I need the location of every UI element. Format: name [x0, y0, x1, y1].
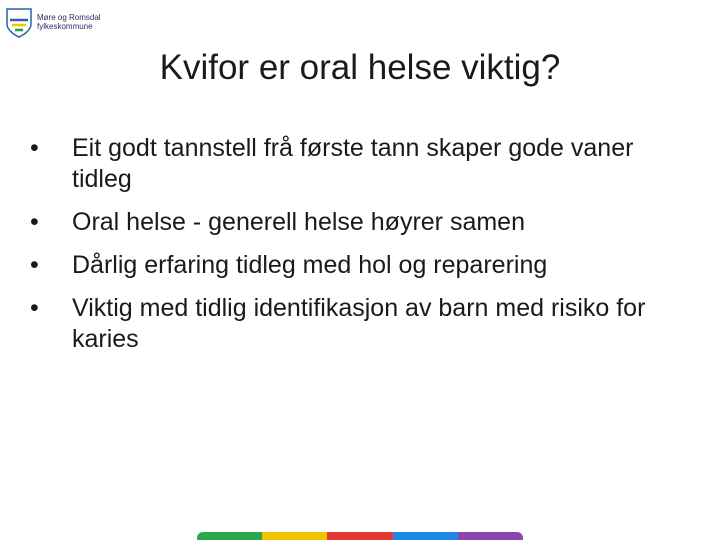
bullet-item — [30, 207, 700, 238]
coat-of-arms-icon — [6, 8, 32, 38]
bullet-text: Eit godt tannstell frå første tann skaper gode vaner tidleg — [72, 134, 634, 193]
footer-stripe-segment — [262, 532, 327, 540]
bullet-text: Dårlig erfaring tidleg med hol og reparering — [72, 251, 548, 279]
footer-stripe-segment — [393, 532, 458, 540]
footer-stripe-segment — [197, 532, 262, 540]
footer-stripe-segment — [327, 532, 392, 540]
org-name-line-1: Møre og Romsdal — [37, 13, 101, 22]
bullet-dot-icon: • — [30, 294, 39, 322]
bullet-dot-icon: • — [30, 208, 39, 236]
org-logo — [6, 8, 101, 38]
bullet-item — [30, 250, 700, 281]
bullet-list — [30, 133, 700, 367]
slide-title: Kvifor er oral helse viktig? — [159, 48, 561, 87]
bullet-dot-icon: • — [30, 251, 39, 279]
bullet-dot-icon: • — [30, 134, 39, 162]
org-name-line-2: fylkeskommune — [37, 22, 93, 31]
bullet-item — [30, 293, 700, 355]
bullet-item — [30, 133, 700, 195]
footer-color-stripe — [197, 532, 523, 540]
footer-stripe-segment — [458, 532, 523, 540]
bullet-text: Oral helse - generell helse høyrer samen — [72, 208, 525, 236]
bullet-text: Viktig med tidlig identifikasjon av barn med risiko for karies — [72, 294, 646, 353]
